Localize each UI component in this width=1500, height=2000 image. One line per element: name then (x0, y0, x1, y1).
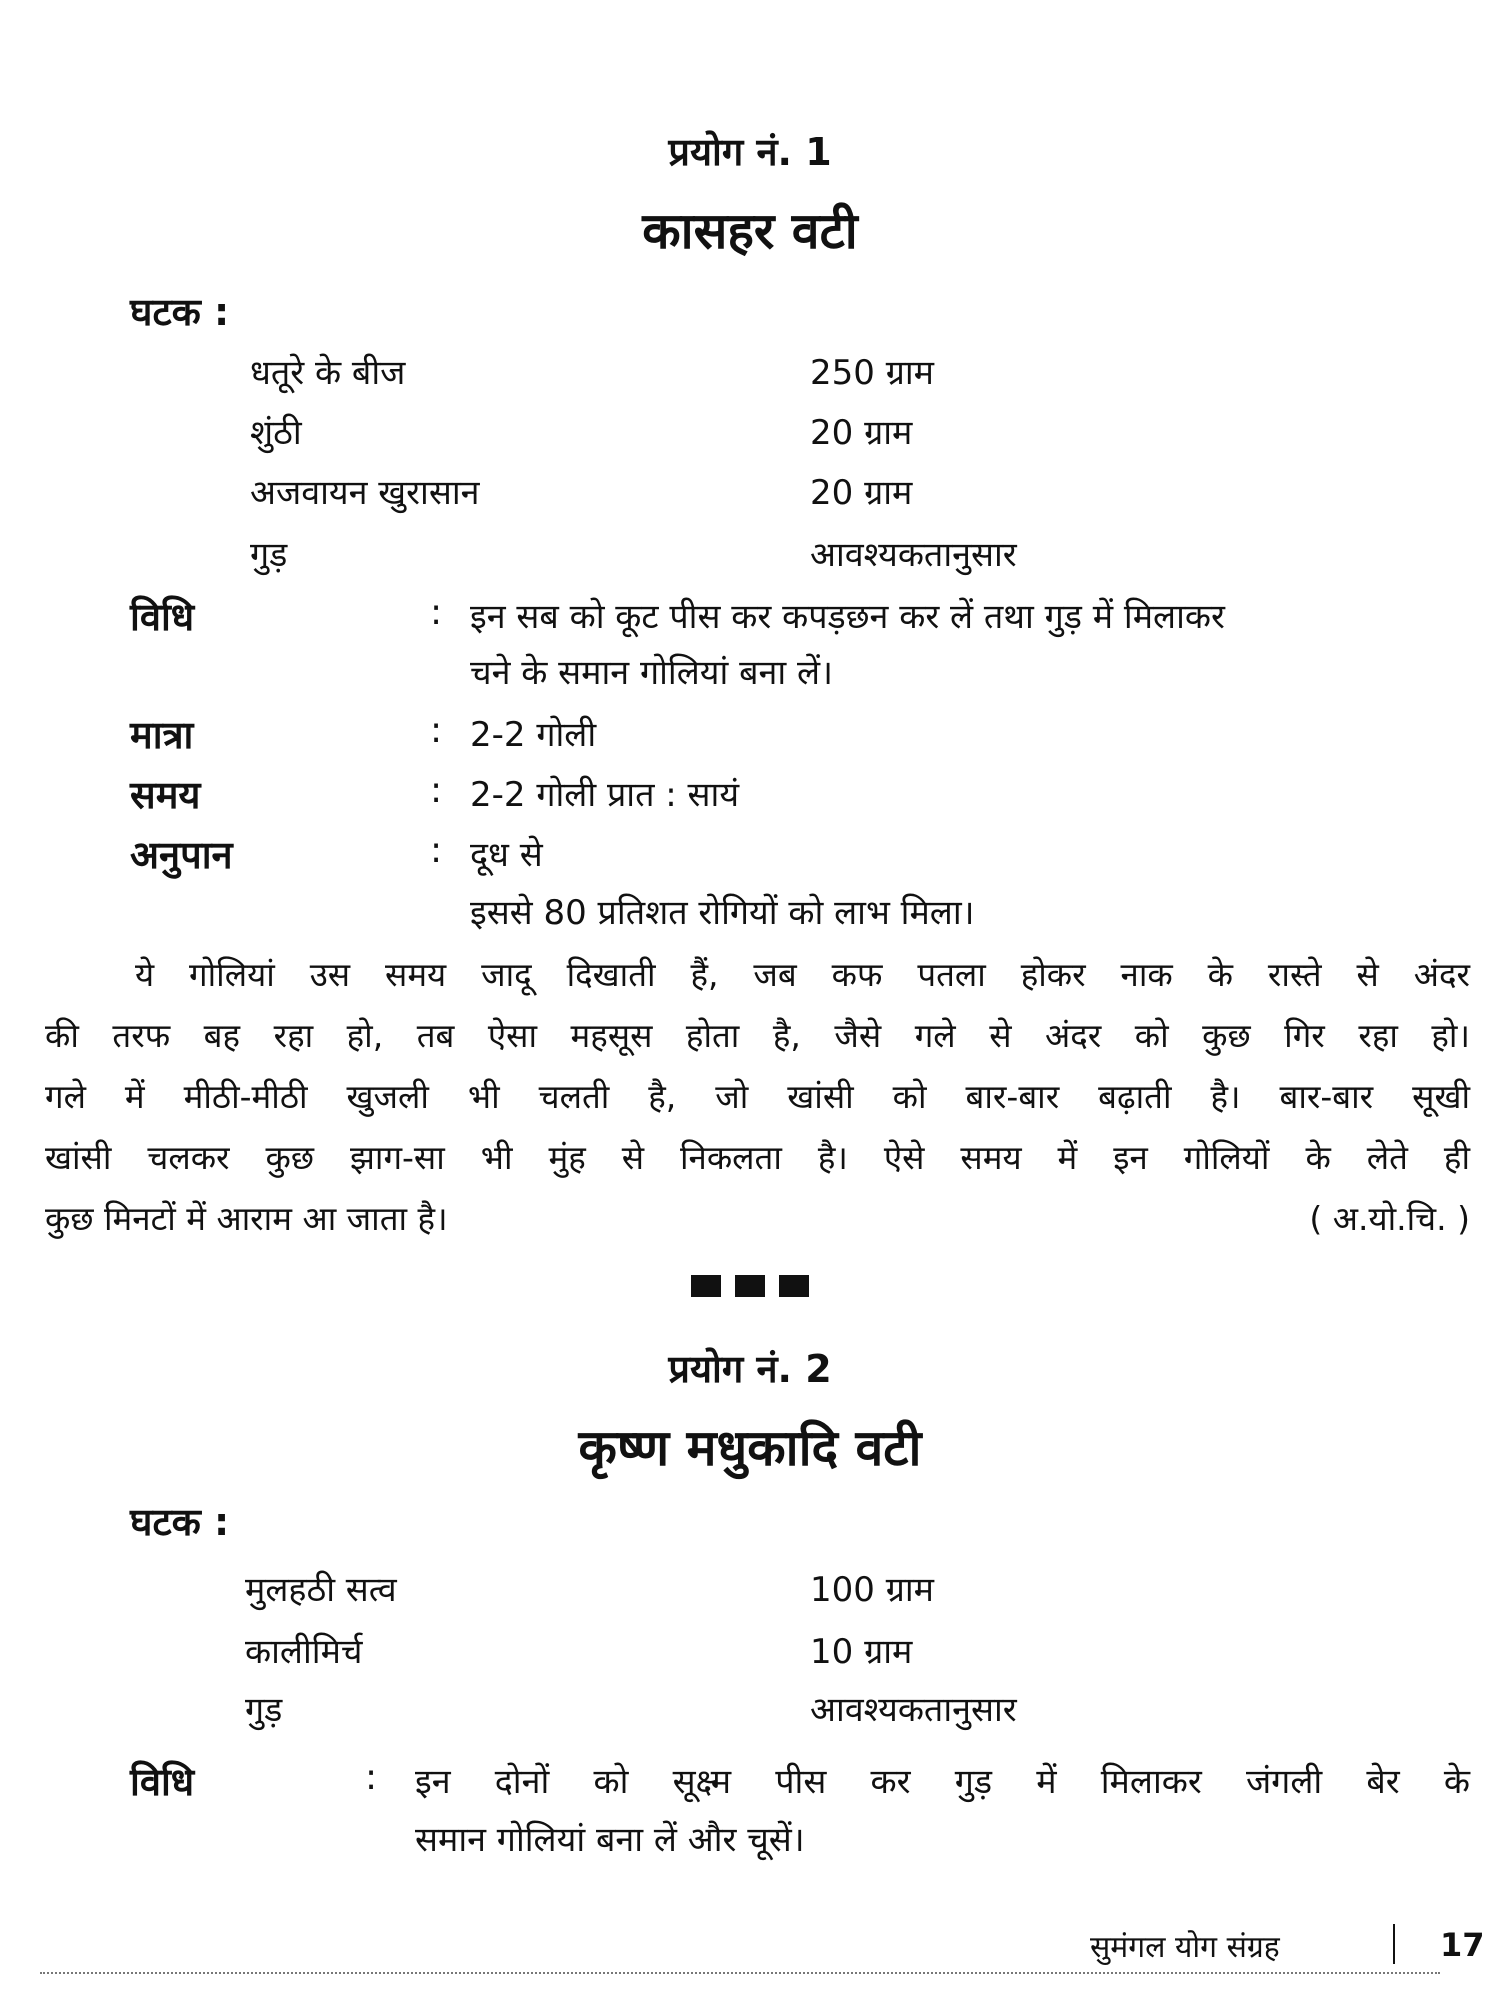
recipe1-method-line: इन सब को कूट पीस कर कपड़छन कर लें तथा गुड़ में मिलाकर (470, 597, 1225, 637)
recipe2-ingredient-qty: 10 ग्राम (810, 1632, 913, 1672)
recipe2-ingredient-name: कालीमिर्च (245, 1632, 363, 1672)
recipe1-paragraph-line: खांसी चलकर कुछ झाग-सा भी मुंह से निकलता है। ऐसे समय में इन गोलियों के लेते ही (45, 1138, 1470, 1177)
recipe1-paragraph-line: की तरफ बह रहा हो, तब ऐसा महसूस होता है, जैसे गले से अंदर को कुछ गिर रहा हो। (45, 1016, 1470, 1055)
recipe2-ingredient-qty: आवश्यकतानुसार (810, 1690, 1017, 1730)
recipe2-method-label: विधि (130, 1760, 195, 1804)
section-separator (0, 1275, 1500, 1297)
recipe2-ingredient-qty: 100 ग्राम (810, 1570, 935, 1610)
recipe2-ingredient-name: गुड़ (245, 1690, 283, 1730)
recipe1-ingredient-qty: आवश्यकतानुसार (810, 535, 1017, 575)
recipe1-ingredients-label: घटक : (130, 290, 230, 334)
colon: : (430, 770, 443, 811)
recipe2-title: कृष्ण मधुकादि वटी (578, 1419, 922, 1477)
recipe1-ingredient-name: धतूरे के बीज (250, 353, 406, 393)
separator-square (735, 1275, 765, 1297)
recipe1-paragraph-last (45, 1189, 1470, 1249)
recipe1-result: इससे 80 प्रतिशत रोगियों को लाभ मिला। (470, 893, 975, 933)
recipe1-paragraph-last-text: कुछ मिनटों में आराम आ जाता है। (45, 1199, 448, 1238)
recipe1-time: 2-2 गोली प्रात : सायं (470, 775, 740, 815)
recipe1-ingredient-name: अजवायन खुरासान (250, 473, 480, 513)
recipe1-dose-label: मात्रा (130, 713, 194, 757)
recipe2-method-line: इन दोनों को सूक्ष्म पीस कर गुड़ में मिलाकर जंगली बेर के (415, 1762, 1470, 1802)
colon: : (430, 592, 443, 633)
colon: : (430, 830, 443, 871)
recipe1-source: ( अ.यो.चि. ) (1309, 1199, 1470, 1238)
footer-divider (1393, 1924, 1395, 1964)
recipe1-dose: 2-2 गोली (470, 715, 597, 755)
recipe2-number: प्रयोग नं. 2 (668, 1347, 832, 1391)
recipe1-ingredient-name: गुड़ (250, 535, 288, 575)
recipe2-ingredient-name: मुलहठी सत्व (245, 1570, 397, 1610)
recipe1-ingredient-qty: 20 ग्राम (810, 413, 913, 453)
recipe1-ingredient-qty: 250 ग्राम (810, 353, 935, 393)
recipe1-title: कासहर वटी (642, 202, 858, 260)
recipe1-number: प्रयोग नं. 1 (668, 130, 832, 174)
recipe2-method-line: समान गोलियां बना लें और चूसें। (415, 1820, 805, 1860)
separator-square (691, 1275, 721, 1297)
recipe1-ingredient-qty: 20 ग्राम (810, 473, 913, 513)
recipe1-vehicle-label: अनुपान (130, 833, 233, 877)
recipe1-time-label: समय (130, 773, 201, 817)
colon: : (365, 1757, 378, 1798)
recipe1-ingredient-name: शुंठी (250, 413, 302, 453)
recipe1-method-label: विधि (130, 595, 195, 639)
recipe1-method-line: चने के समान गोलियां बना लें। (470, 653, 833, 693)
recipe1-paragraph-line: ये गोलियां उस समय जादू दिखाती हैं, जब कफ पतला होकर नाक के रास्ते से अंदर (135, 955, 1470, 994)
footer-page-number: 17 (1440, 1926, 1485, 1964)
recipe1-vehicle: दूध से (470, 835, 543, 875)
footer-dotted-rule (40, 1972, 1440, 1974)
footer-book-title: सुमंगल योग संग्रह (1090, 1930, 1280, 1965)
recipe1-paragraph-line: गले में मीठी-मीठी खुजली भी चलती है, जो खांसी को बार-बार बढ़ाती है। बार-बार सूखी (45, 1077, 1470, 1116)
recipe2-ingredients-label: घटक : (130, 1500, 230, 1544)
colon: : (430, 710, 443, 751)
separator-square (779, 1275, 809, 1297)
